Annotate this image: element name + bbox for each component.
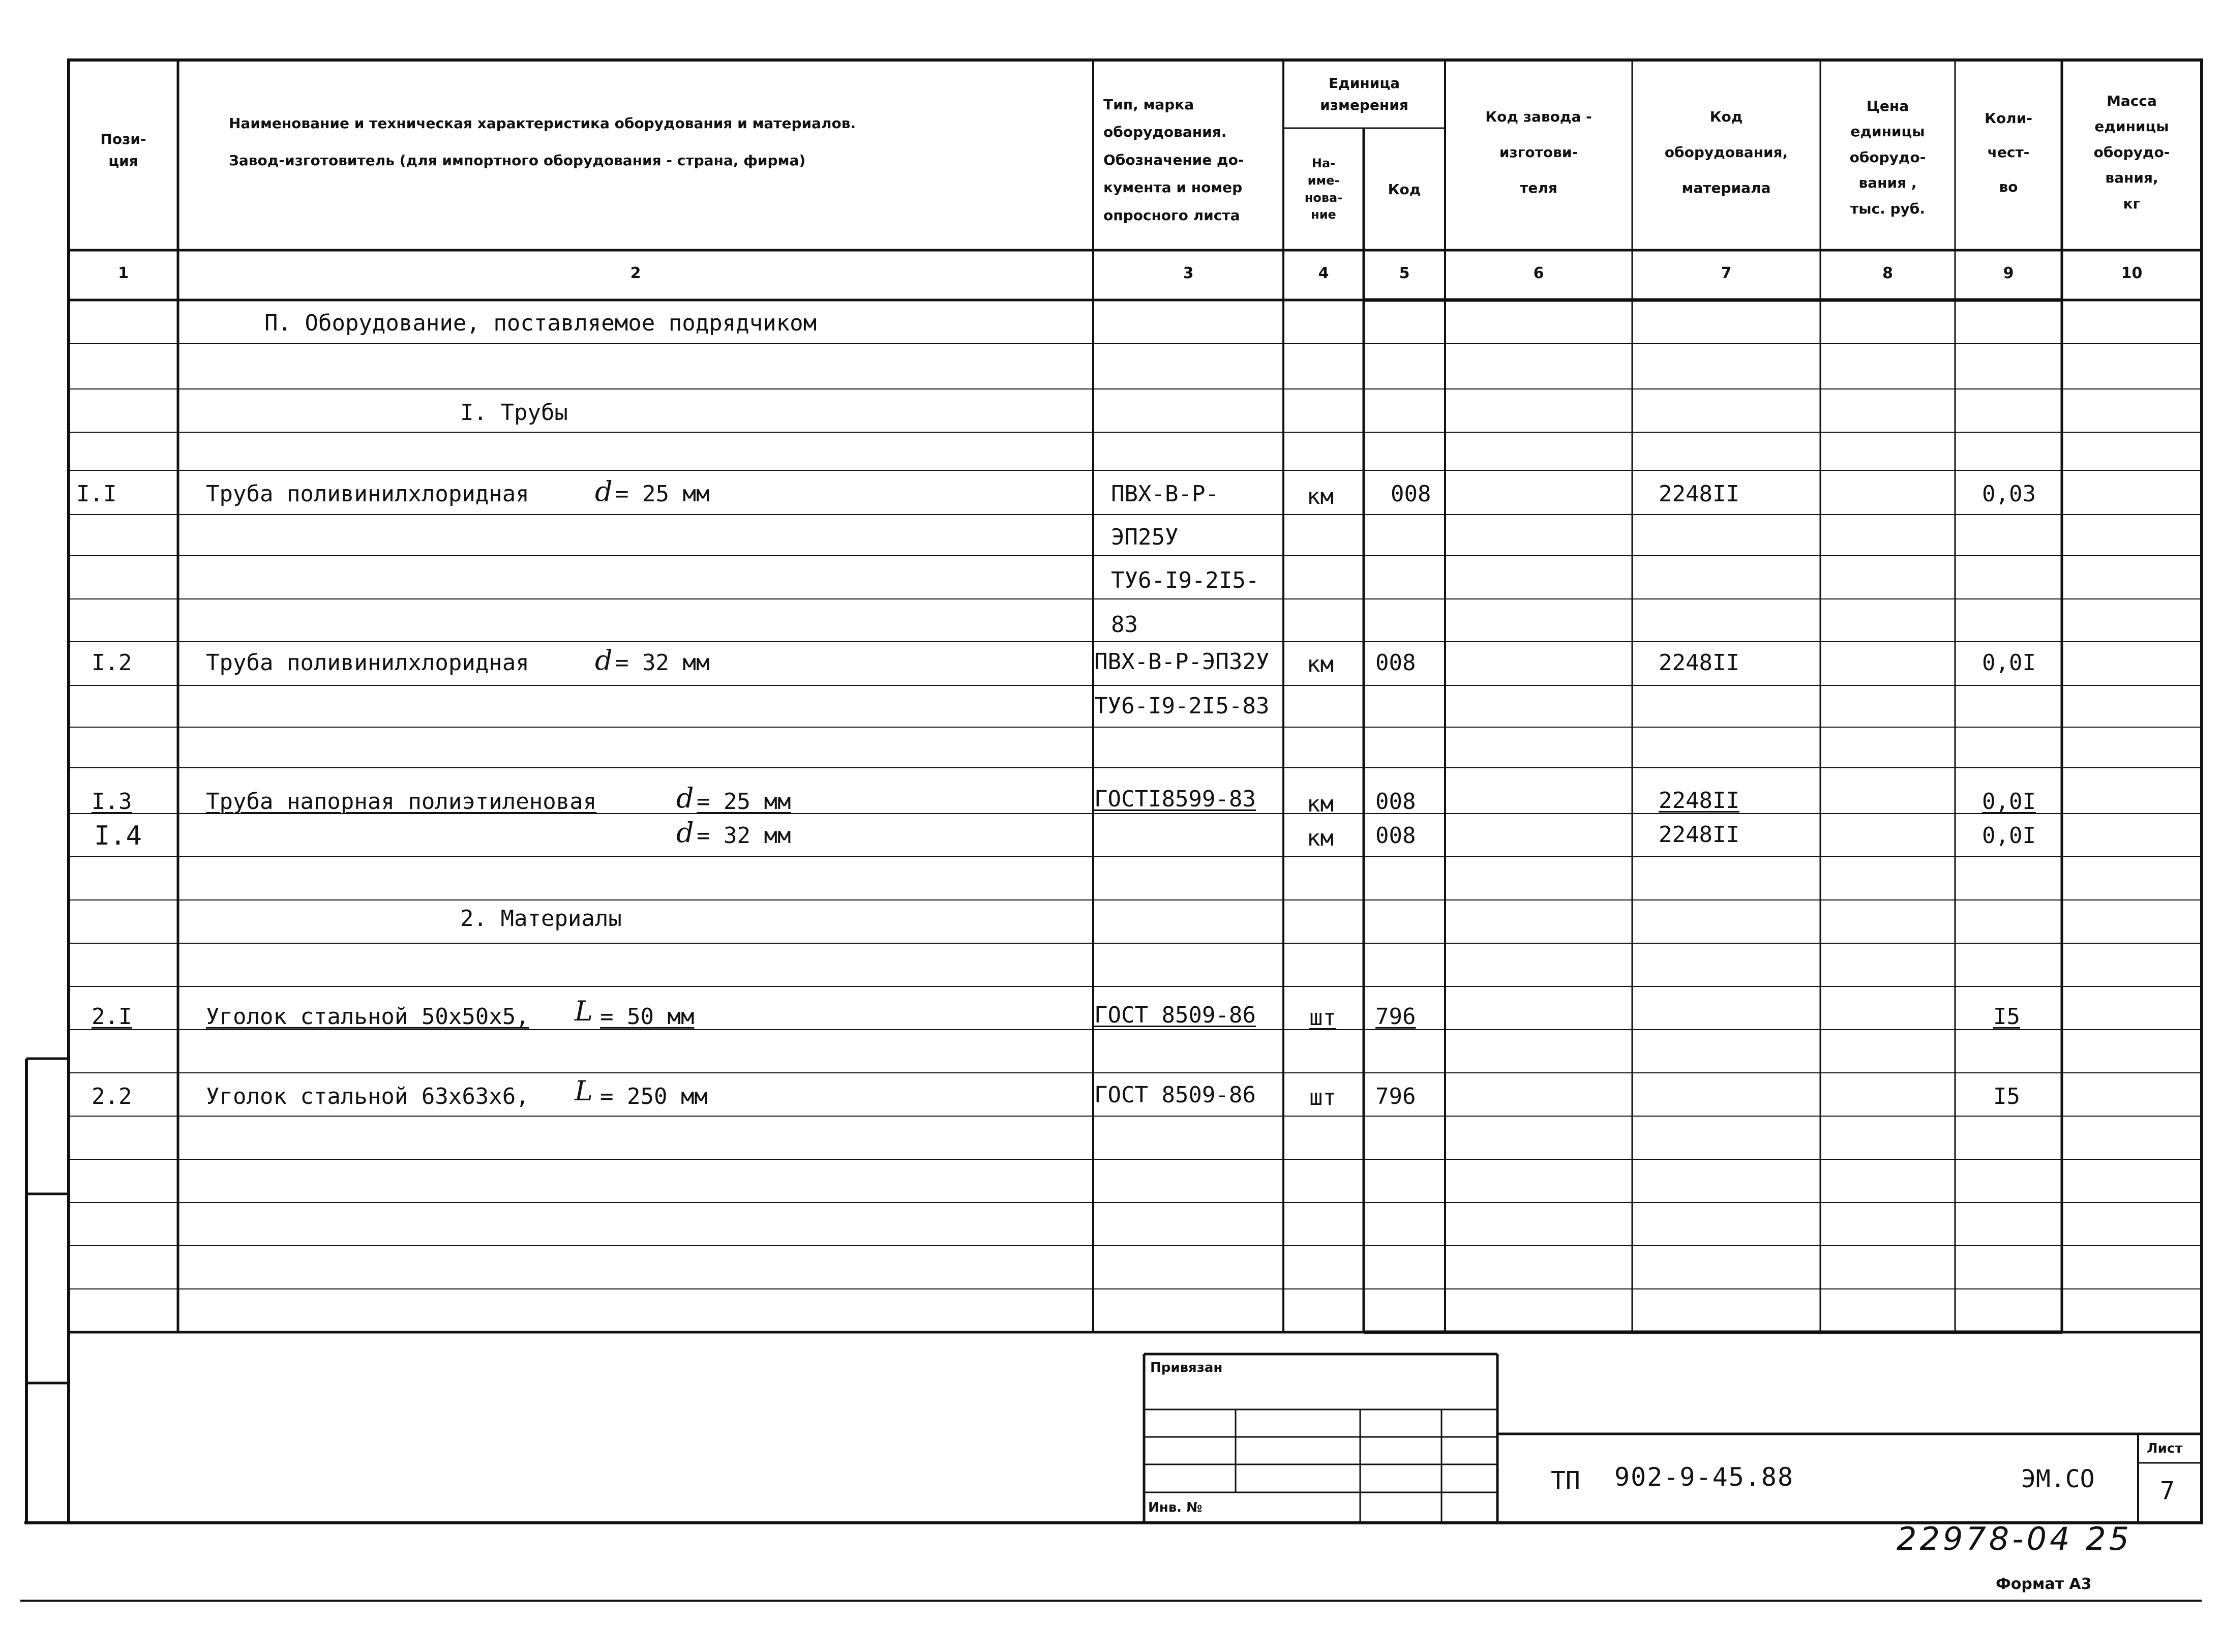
row-name: Труба напорная полиэтиленовая [206,789,597,815]
row-dim-symbol: L [575,1075,593,1107]
row-type: ЭП25У [1111,524,1179,550]
row-position: I.2 [92,650,132,676]
row-type: ГОСТ 8509-86 [1094,1002,1256,1028]
row-quantity: 0,0I [1982,789,2036,815]
row-quantity: 0,0I [1982,823,2036,849]
col-number: 9 [2003,264,2014,282]
col-number: 1 [118,264,129,282]
header-name: Наименование и техническая характеристика оборудования и материалов. Завод-изготовитель (для импортного оборудования - страна, фирма) [229,115,856,169]
row-unit: км [1307,791,1334,817]
row-dim-value: = 250 мм [600,1084,708,1109]
row-material-code: 2248II [1659,650,1739,676]
row-type: ТУ6-I9-2I5- [1111,567,1259,593]
row-unit-code: 008 [1375,823,1416,849]
row-type: ТУ6-I9-2I5-83 [1094,693,1270,719]
row-quantity: I5 [1993,1004,2020,1030]
row-dim-symbol: d [595,644,613,676]
row-dim-symbol: d [676,817,694,849]
row-name: Уголок стальной 50х50х5, [206,1004,529,1030]
col-number: 2 [630,264,641,282]
col-number: 3 [1183,264,1194,282]
row-quantity: I5 [1993,1084,2020,1109]
row-material-code: 2248II [1659,822,1739,848]
row-unit-code: 008 [1375,789,1416,815]
col-number: 7 [1721,264,1732,282]
row-position: I.4 [94,821,142,851]
document-code: ЭМ.СО [2021,1465,2095,1493]
row-name: Труба поливинилхлоридная [206,481,529,507]
col-number: 8 [1882,264,1893,282]
header-unit-code: Код [1388,181,1421,198]
subsection-pipes: I. Трубы [460,400,568,426]
row-position: I.I [76,481,117,507]
row-dim-value: = 25 мм [615,481,710,507]
row-unit: шт [1309,1005,1336,1031]
row-unit: шт [1309,1085,1336,1110]
row-unit-code: 796 [1375,1084,1416,1109]
header-material-code: Код оборудования, материала [1664,108,1788,196]
subsection-materials: 2. Материалы [460,906,622,932]
header-position: Пози- ция [100,130,146,169]
row-type: ПВХ-В-Р-ЭП32У [1094,649,1270,675]
row-dim-symbol: d [595,475,613,507]
row-unit: км [1307,484,1334,509]
attached-label: Привязан [1150,1360,1223,1375]
row-position: 2.I [92,1004,132,1030]
sheet-label: Лист [2147,1441,2183,1456]
header-unit-name: На- име- нова- ние [1304,156,1343,222]
row-dim-value: = 32 мм [615,650,710,676]
row-unit-code: 008 [1391,481,1431,507]
sheet-number: 7 [2160,1477,2175,1505]
row-dim-symbol: L [575,995,593,1027]
header-price: Цена единицы оборудо- вания , тыс. руб. [1849,98,1926,217]
row-position: 2.2 [92,1084,132,1109]
row-unit: км [1307,825,1334,851]
format-label: Формат А3 [1996,1575,2092,1593]
col-number: 10 [2121,264,2143,282]
row-name: Труба поливинилхлоридная [206,650,529,676]
col-number: 6 [1533,264,1544,282]
row-material-code: 2248II [1659,788,1739,814]
row-material-code: 2248II [1659,481,1739,507]
header-type: Тип, марка оборудования. Обозначение до- кумента и номер опросного листа [1103,96,1244,224]
row-type: ГОСТ 8509-86 [1094,1082,1256,1108]
row-name: Уголок стальной 63х63х6, [206,1084,529,1109]
row-dim-symbol: d [676,782,694,814]
col-number: 4 [1318,264,1329,282]
header-unit-group: Единица измерения [1320,74,1408,113]
handwritten-archive-number: 22978-04 25 [1897,1520,2133,1557]
row-dim-value: = 50 мм [600,1004,695,1030]
inventory-number-label: Инв. № [1148,1500,1203,1515]
row-type: 83 [1111,612,1138,638]
row-unit: км [1307,651,1334,677]
row-dim-value: = 25 мм [697,789,791,815]
header-factory-code: Код завода - изготови- теля [1485,108,1592,196]
project-prefix: ТП [1551,1466,1580,1495]
row-position: I.3 [92,789,132,815]
row-unit-code: 796 [1375,1004,1416,1030]
row-type: ГОСТI8599-83 [1094,786,1256,812]
section-title: П. Оборудование, поставляемое подрядчиком [264,310,817,336]
row-type: ПВХ-В-Р- [1111,481,1219,507]
row-unit-code: 008 [1375,650,1416,676]
header-mass: Масса единицы оборудо- вания, кг [2093,93,2170,212]
row-dim-value: = 32 мм [697,823,791,849]
col-number: 5 [1399,264,1410,282]
project-code: 902-9-45.88 [1614,1462,1794,1492]
header-quantity: Коли- чест- во [1985,110,2032,195]
row-quantity: 0,03 [1982,481,2036,507]
row-quantity: 0,0I [1982,650,2036,676]
